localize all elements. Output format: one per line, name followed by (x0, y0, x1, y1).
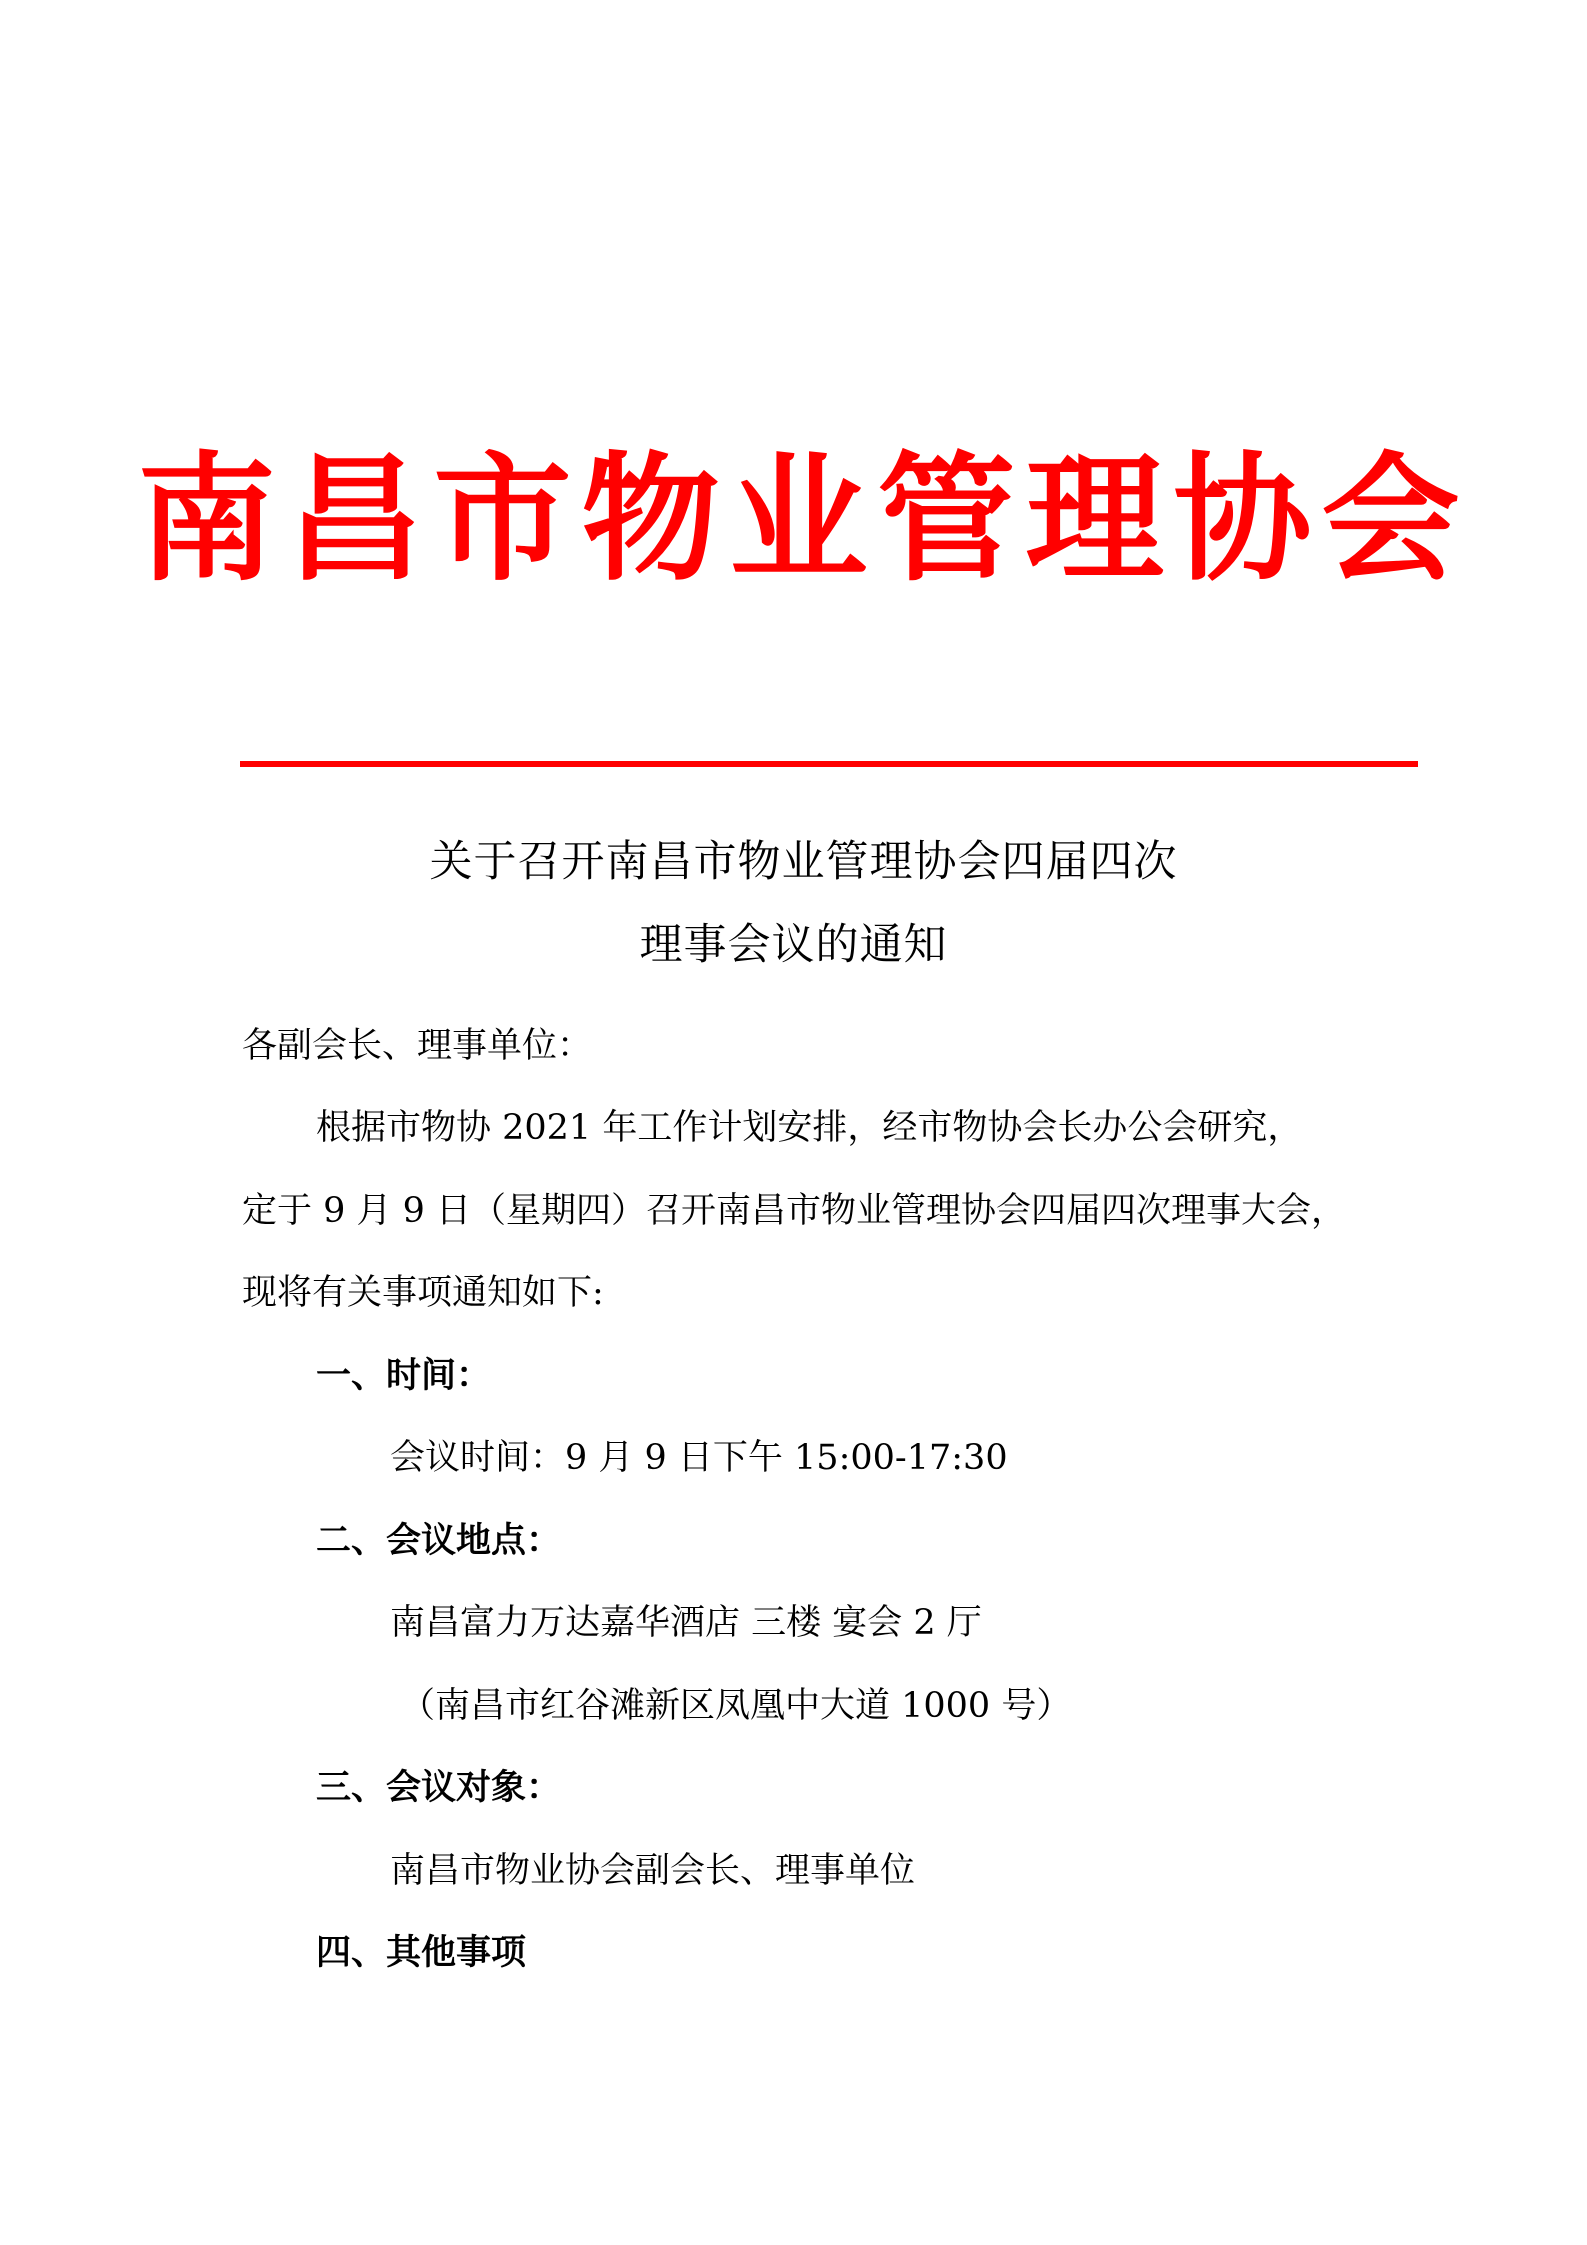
section-attendees-detail: 南昌市物业协会副会长、理事单位 (390, 1851, 916, 1891)
section-time-detail: 会议时间：9 月 9 日下午 15:00-17:30 (390, 1438, 1008, 1478)
document-title-line-2: 理事会议的通知 (639, 920, 948, 970)
document-title-line-1: 关于召开南昌市物业管理协会四届四次 (429, 837, 1178, 887)
section-venue-address: （南昌市红谷滩新区凤凰中大道 1000 号） (400, 1686, 1072, 1726)
section-venue-detail: 南昌富力万达嘉华酒店 三楼 宴会 2 厅 (390, 1603, 982, 1643)
section-other-heading: 四、其他事项 (316, 1933, 527, 1973)
intro-paragraph-line-3: 现将有关事项通知如下: (242, 1273, 604, 1313)
section-time-heading: 一、时间： (316, 1356, 492, 1396)
masthead-red-rule (240, 761, 1418, 767)
salutation: 各副会长、理事单位： (242, 1026, 593, 1066)
intro-paragraph-line-2: 定于 9 月 9 日（星期四）召开南昌市物业管理协会四届四次理事大会， (242, 1191, 1347, 1231)
masthead-org-name: 南昌市物业管理协会 (137, 439, 1470, 600)
intro-paragraph-line-1: 根据市物协 2021 年工作计划安排，经市物协会长办公会研究， (316, 1108, 1303, 1148)
section-attendees-heading: 三、会议对象： (316, 1768, 562, 1808)
section-venue-heading: 二、会议地点： (316, 1521, 562, 1561)
